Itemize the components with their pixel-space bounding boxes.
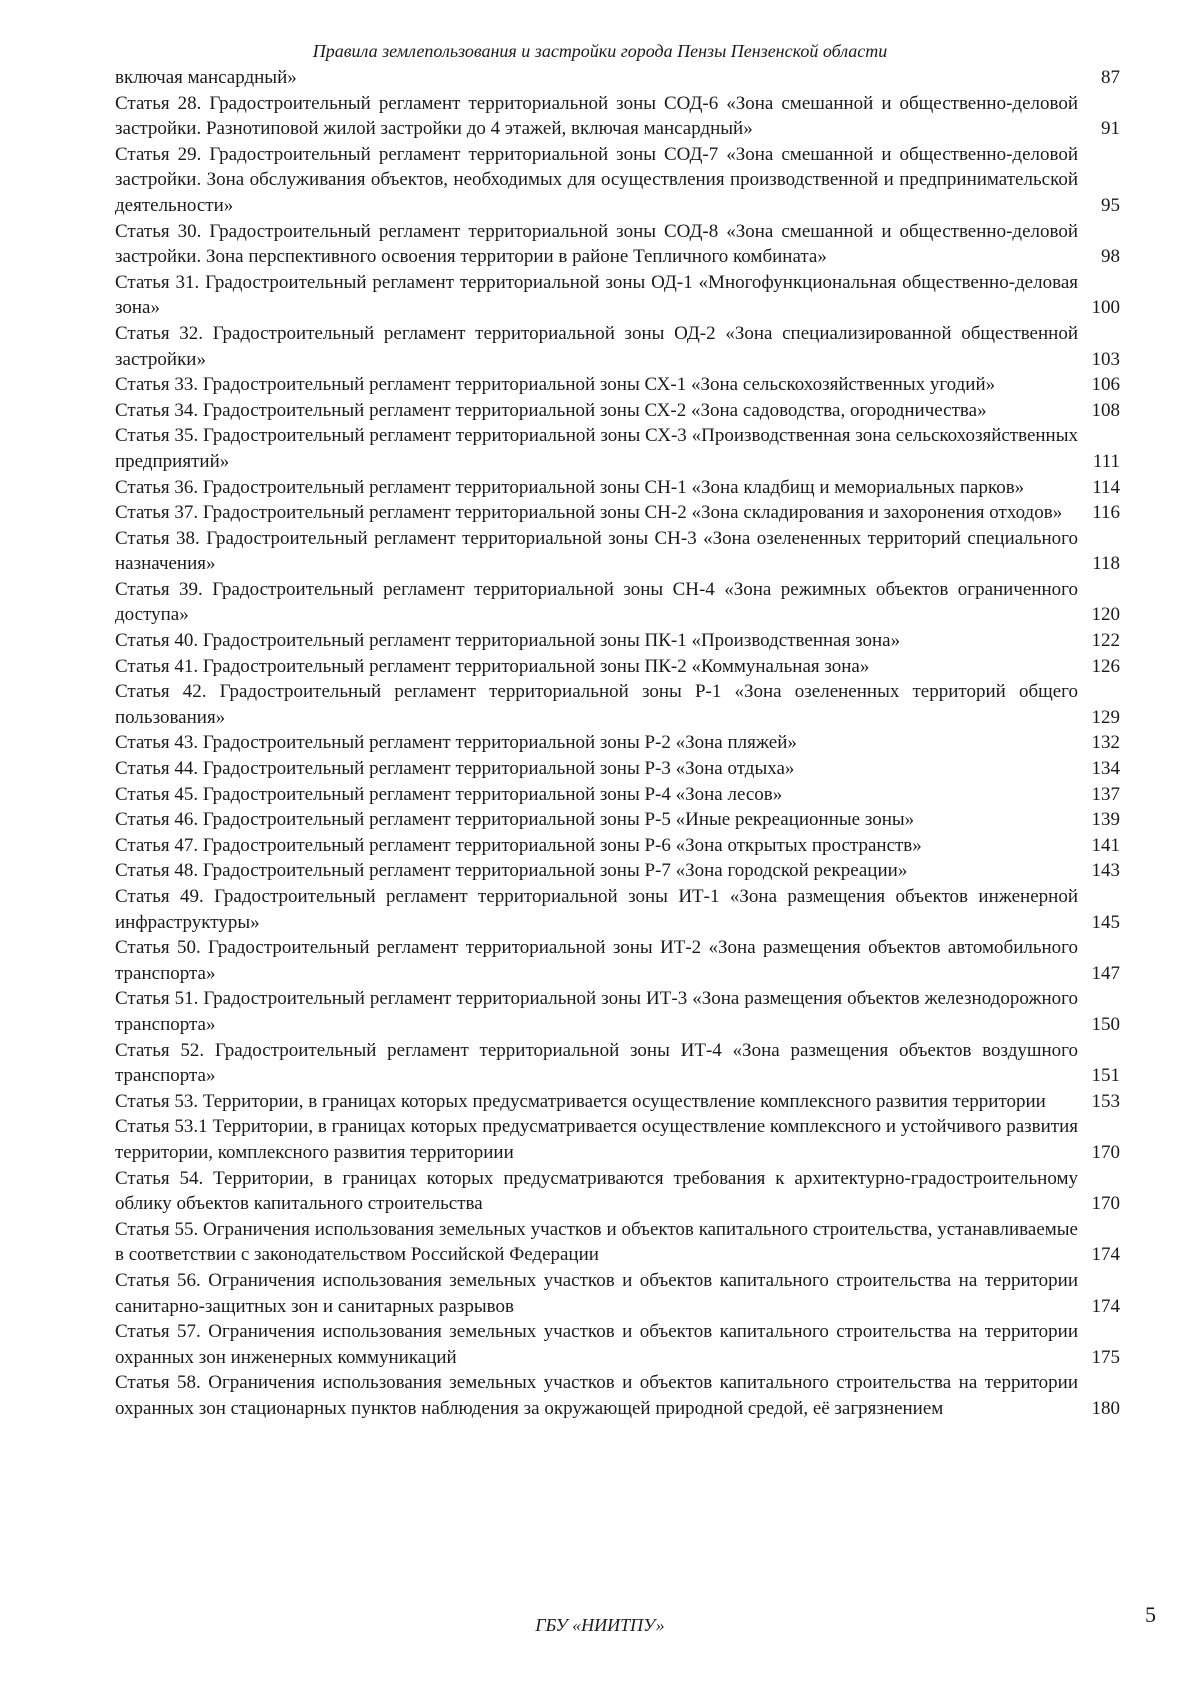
toc-entry-title: Статья 49. Градостроительный регламент территориальной зоны ИТ-1 «Зона размещения объектов инженерной инфраструктуры» <box>115 886 1078 933</box>
toc-entry[interactable] <box>115 1114 1120 1165</box>
toc-entry-page: 108 <box>1091 399 1120 421</box>
toc-entry-title: Статья 34. Градостроительный регламент территориальной зоны СХ-2 «Зона садоводства, огородничества» <box>115 399 987 421</box>
toc-entry-page: 134 <box>1091 758 1120 780</box>
toc-entry-title: Статья 31. Градостроительный регламент территориальной зоны ОД-1 «Многофункциональная общественно-деловая зона» <box>115 271 1078 319</box>
toc-entry-title: Статья 54. Территории, в границах которых предусматриваются требования к архитектурно-градостроительному облику объектов капитального строительства <box>115 1167 1078 1215</box>
toc-entry-page: 151 <box>1091 1065 1120 1087</box>
toc-entry[interactable] <box>115 372 1120 398</box>
toc-entry[interactable] <box>115 423 1120 474</box>
toc-entry[interactable] <box>115 1089 1120 1115</box>
toc-entry[interactable] <box>115 270 1120 321</box>
toc-entry-title: Статья 53. Территории, в границах которых предусматривается осуществление комплексного развития территории <box>115 1090 1046 1112</box>
toc-entry[interactable] <box>115 475 1120 501</box>
toc-entry[interactable] <box>115 1268 1120 1319</box>
toc-entry-page: 143 <box>1091 860 1120 882</box>
page-header: Правила землепользования и застройки города Пензы Пензенской области <box>312 41 888 61</box>
toc-entry-title: Статья 36. Градостроительный регламент территориальной зоны СН-1 «Зона кладбищ и мемориальных парков» <box>115 476 1025 498</box>
toc-entry-title: Статья 39. Градостроительный регламент территориальной зоны СН-4 «Зона режимных объектов ограниченного доступа» <box>115 578 1078 626</box>
toc-entry-title: Статья 42. Градостроительный регламент территориальной зоны Р-1 «Зона озелененных территорий общего пользования» <box>115 681 1078 728</box>
toc-entry[interactable] <box>115 398 1120 424</box>
toc-entry-title: Статья 40. Градостроительный регламент территориальной зоны ПК-1 «Производственная зона» <box>115 630 901 652</box>
toc-entry-title: Статья 33. Градостроительный регламент территориальной зоны СХ-1 «Зона сельскохозяйственных угодий» <box>115 374 996 396</box>
toc-entry-title: Статья 35. Градостроительный регламент территориальной зоны СХ-3 «Производственная зона сельскохозяйственных предприятий» <box>115 425 1078 472</box>
toc-entry-page: 114 <box>1092 476 1120 498</box>
toc-entry-page: 147 <box>1091 962 1120 984</box>
toc-entry-title: Статья 41. Градостроительный регламент территориальной зоны ПК-2 «Коммунальная зона» <box>115 655 870 677</box>
toc-entry-page: 87 <box>1101 67 1120 88</box>
toc-entry-page: 120 <box>1091 604 1120 626</box>
toc-entry-page: 116 <box>1092 502 1120 524</box>
toc-entry[interactable] <box>115 577 1120 628</box>
toc-entry[interactable] <box>115 142 1120 219</box>
toc-entry-page: 122 <box>1091 630 1120 652</box>
toc-entry-page: 139 <box>1091 809 1120 831</box>
toc-entry-page: 180 <box>1091 1397 1120 1419</box>
toc-entry[interactable] <box>115 782 1120 808</box>
toc-entry-title: Статья 48. Градостроительный регламент территориальной зоны Р-7 «Зона городской рекреации» <box>115 860 908 882</box>
toc-entry[interactable] <box>115 679 1120 730</box>
toc-entry-title: Статья 37. Градостроительный регламент территориальной зоны СН-2 «Зона складирования и захоронения отходов» <box>115 502 1063 524</box>
toc-entry[interactable] <box>115 1370 1120 1421</box>
toc-entry-page: 174 <box>1091 1244 1120 1266</box>
toc-entry-page: 106 <box>1091 374 1120 396</box>
toc-entry-page: 175 <box>1091 1346 1120 1368</box>
page-footer: ГБУ «НИИТПУ» <box>535 1615 665 1635</box>
toc-entry[interactable] <box>115 858 1120 884</box>
toc-entry-title: Статья 38. Градостроительный регламент территориальной зоны СН-3 «Зона озелененных территорий специального назначения» <box>115 527 1078 575</box>
toc-entry-page: 118 <box>1092 553 1120 575</box>
toc-entry-title: Статья 55. Ограничения использования земельных участков и объектов капитального строительства, устанавливаемые в соответствии с законодательством Российской Федерации <box>115 1218 1078 1266</box>
toc-entry-title: Статья 28. Градостроительный регламент территориальной зоны СОД-6 «Зона смешанной и общественно-деловой застройки. Разнотиповой жилой застройки до 4 этажей, включая мансардный» <box>115 92 1078 140</box>
toc-entry-page: 91 <box>1101 118 1120 140</box>
toc-entry-page: 145 <box>1091 911 1120 933</box>
toc-entry-title: Статья 44. Градостроительный регламент территориальной зоны Р-3 «Зона отдыха» <box>115 758 795 780</box>
toc-entry[interactable] <box>115 1166 1120 1217</box>
toc-entry-page: 98 <box>1101 246 1120 268</box>
toc-entry-title: Статья 29. Градостроительный регламент территориальной зоны СОД-7 «Зона смешанной и общественно-деловой застройки. Зона обслуживания объектов, необходимых для осуществления производственной и предпринимательской деятельности» <box>115 143 1078 216</box>
toc-entry-page: 103 <box>1091 348 1120 370</box>
toc-entry[interactable] <box>115 1319 1120 1370</box>
toc-entry[interactable] <box>115 654 1120 680</box>
toc-entry[interactable] <box>115 321 1120 372</box>
toc-entry[interactable] <box>115 935 1120 986</box>
toc-entry-page: 126 <box>1091 655 1120 677</box>
toc-entry[interactable] <box>115 65 1120 91</box>
toc-entry-page: 153 <box>1091 1090 1120 1112</box>
toc-entry-title: Статья 50. Градостроительный регламент территориальной зоны ИТ-2 «Зона размещения объектов автомобильного транспорта» <box>115 937 1078 984</box>
toc-entry-page: 170 <box>1091 1193 1120 1215</box>
toc-entry-title: Статья 57. Ограничения использования земельных участков и объектов капитального строительства на территории охранных зон инженерных коммуникаций <box>115 1321 1078 1368</box>
toc-entry-title: Статья 32. Градостроительный регламент территориальной зоны ОД-2 «Зона специализированной общественной застройки» <box>115 322 1078 370</box>
toc-entry-title: Статья 43. Градостроительный регламент территориальной зоны Р-2 «Зона пляжей» <box>115 732 797 754</box>
toc-entry-title: Статья 45. Градостроительный регламент территориальной зоны Р-4 «Зона лесов» <box>115 783 783 805</box>
toc-entry-page: 111 <box>1092 450 1120 472</box>
toc-entry-title: Статья 58. Ограничения использования земельных участков и объектов капитального строительства на территории охранных зон стационарных пунктов наблюдения за окружающей природной средой, её загрязнением <box>115 1372 1078 1419</box>
toc-entry[interactable] <box>115 1217 1120 1268</box>
toc-entry-title: Статья 51. Градостроительный регламент территориальной зоны ИТ-3 «Зона размещения объектов железнодорожного транспорта» <box>115 988 1078 1035</box>
page-number: 5 <box>1145 1602 1156 1627</box>
toc-entry-title: Статья 53.1 Территории, в границах которых предусматривается осуществление комплексного и устойчивого развития территории, комплексного развития территориии <box>115 1116 1078 1163</box>
toc-entry-page: 170 <box>1091 1141 1120 1163</box>
toc-entry-title: Статья 56. Ограничения использования земельных участков и объектов капитального строительства на территории санитарно-защитных зон и санитарных разрывов <box>115 1269 1078 1317</box>
toc-entry-title: Статья 52. Градостроительный регламент территориальной зоны ИТ-4 «Зона размещения объектов воздушного транспорта» <box>115 1039 1078 1087</box>
toc-entry[interactable] <box>115 219 1120 270</box>
toc-entry-title: Статья 46. Градостроительный регламент территориальной зоны Р-5 «Иные рекреационные зоны» <box>115 809 915 831</box>
toc-entry-page: 174 <box>1091 1295 1120 1317</box>
toc-entry-title: включая мансардный» <box>115 67 297 88</box>
toc-entry[interactable] <box>115 91 1120 142</box>
toc-entry[interactable] <box>115 756 1120 782</box>
toc-entry[interactable] <box>115 730 1120 756</box>
toc-entry-page: 137 <box>1091 783 1120 805</box>
toc-entry[interactable] <box>115 628 1120 654</box>
toc-entry-page: 150 <box>1091 1013 1120 1035</box>
toc-entry[interactable] <box>115 526 1120 577</box>
toc-entry-page: 100 <box>1091 297 1120 319</box>
toc-entry-page: 95 <box>1101 194 1120 216</box>
toc-entry[interactable] <box>115 500 1120 526</box>
table-of-contents <box>115 65 1120 1421</box>
toc-entry-page: 141 <box>1091 834 1120 856</box>
toc-entry[interactable] <box>115 833 1120 859</box>
toc-entry-page: 132 <box>1091 732 1120 754</box>
toc-entry-title: Статья 30. Градостроительный регламент территориальной зоны СОД-8 «Зона смешанной и общественно-деловой застройки. Зона перспективного освоения территории в районе Тепличного комбината» <box>115 220 1078 268</box>
toc-entry-title: Статья 47. Градостроительный регламент территориальной зоны Р-6 «Зона открытых пространств» <box>115 834 922 856</box>
toc-entry[interactable] <box>115 1038 1120 1089</box>
toc-entry-page: 129 <box>1091 706 1120 728</box>
toc-entry[interactable] <box>115 986 1120 1037</box>
toc-entry[interactable] <box>115 807 1120 833</box>
toc-entry[interactable] <box>115 884 1120 935</box>
